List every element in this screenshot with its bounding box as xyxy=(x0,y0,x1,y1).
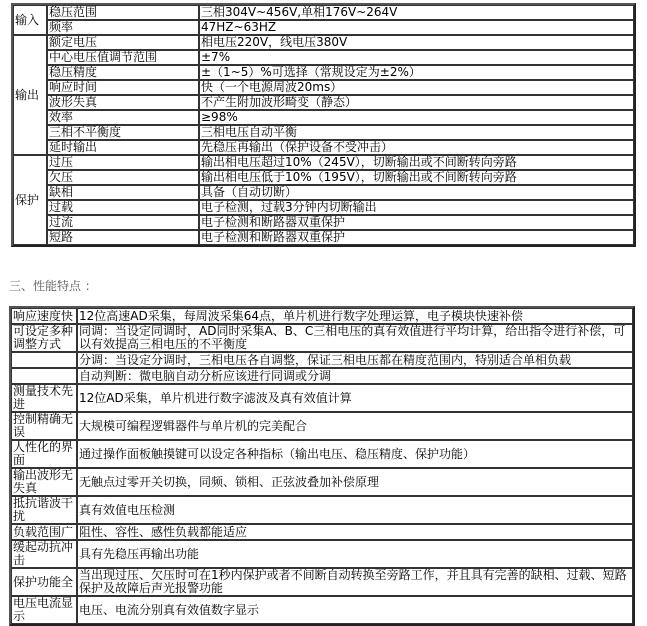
spec-label: 中心电压值调节范围 xyxy=(47,50,199,65)
feature-row xyxy=(11,352,633,368)
performance-table xyxy=(9,306,635,626)
spec-row xyxy=(13,185,634,200)
spec-label: 稳压范围 xyxy=(47,5,199,20)
feature-name: 负载范围广 xyxy=(11,524,77,540)
group-label: 保护 xyxy=(13,155,47,245)
spec-value: 电子检测，过载3分钟内切断输出 xyxy=(199,200,634,215)
feature-description: 无触点过零开关切换，同频、锁相、正弦波叠加补偿原理 xyxy=(77,468,633,496)
spec-row xyxy=(13,35,634,50)
spec-label: 频率 xyxy=(47,20,199,35)
spec-label: 波形失真 xyxy=(47,95,199,110)
feature-description: 阻性、容性、感性负载都能适应 xyxy=(77,524,633,540)
spec-value: ±7% xyxy=(199,50,634,65)
feature-description: 同调：当设定同调时，AD同时采集A、B、C三相电压的真有效值进行平均计算，给出指令进行补偿，可以有效提高三相电压的不平衡度 xyxy=(77,324,633,352)
spec-row xyxy=(13,230,634,245)
spec-value: 输出相电压超过10%（245V），切断输出或不间断转向旁路 xyxy=(199,155,634,170)
spec-value: 不产生附加波形畸变（静态） xyxy=(199,95,634,110)
spec-value: ±（1~5）%可选择（常规设定为±2%） xyxy=(199,65,634,80)
spec-label: 过流 xyxy=(47,215,199,230)
spec-value: 快（一个电源周波20ms） xyxy=(199,80,634,95)
feature-name: 可设定多种调整方式 xyxy=(11,324,77,352)
spec-value: 具备（自动切断） xyxy=(199,185,634,200)
spec-row xyxy=(13,95,634,110)
feature-row xyxy=(11,568,633,596)
spec-label: 欠压 xyxy=(47,170,199,185)
spec-row xyxy=(13,5,634,20)
feature-name: 人性化的界面 xyxy=(11,440,77,468)
spec-label: 稳压精度 xyxy=(47,65,199,80)
spec-value: 电子检测和断路器双重保护 xyxy=(199,230,634,245)
feature-name: 控制精确无误 xyxy=(11,412,77,440)
spec-label: 额定电压 xyxy=(47,35,199,50)
feature-row xyxy=(11,440,633,468)
feature-row xyxy=(11,412,633,440)
spec-row xyxy=(13,200,634,215)
feature-description: 通过操作面板触摸键可以设定各种指标（输出电压、稳压精度、保护功能） xyxy=(77,440,633,468)
feature-description: 当出现过压、欠压时可在1秒内保护或者不间断自动转换至旁路工作，并且具有完善的缺相、过载、短路保护及故障后声光报警功能 xyxy=(77,568,633,596)
feature-description: 自动判断：微电脑自动分析应该进行同调或分调 xyxy=(77,368,633,384)
spec-row xyxy=(13,20,634,35)
feature-description: 12位高速AD采集，每周波采集64点，单片机进行数字处理运算，电子模块快速补偿 xyxy=(77,308,633,324)
feature-name: 电压电流显示 xyxy=(11,596,77,624)
section-heading: 三、性能特点 ： xyxy=(9,279,97,293)
spec-row xyxy=(13,80,634,95)
feature-row xyxy=(11,524,633,540)
feature-description: 12位AD采集，单片机进行数字滤波及真有效值计算 xyxy=(77,384,633,412)
spec-value: ≥98% xyxy=(199,110,634,125)
feature-row xyxy=(11,308,633,324)
feature-name xyxy=(11,368,77,384)
spec-row xyxy=(13,65,634,80)
spec-label: 过载 xyxy=(47,200,199,215)
feature-row xyxy=(11,496,633,524)
spec-value: 三相电压自动平衡 xyxy=(199,125,634,140)
spec-label: 延时输出 xyxy=(47,140,199,155)
spec-label: 响应时间 xyxy=(47,80,199,95)
feature-description: 真有效值电压检测 xyxy=(77,496,633,524)
spec-row xyxy=(13,110,634,125)
feature-row xyxy=(11,468,633,496)
spec-value: 相电压220V，线电压380V xyxy=(199,35,634,50)
spec-table xyxy=(11,3,636,247)
feature-name: 抵抗谐波干扰 xyxy=(11,496,77,524)
feature-name: 响应速度快 xyxy=(11,308,77,324)
group-label: 输入 xyxy=(13,5,47,35)
group-label: 输出 xyxy=(13,35,47,155)
spec-value: 三相304V~456V,单相176V~264V xyxy=(199,5,634,20)
spec-row xyxy=(13,140,634,155)
feature-row xyxy=(11,596,633,624)
spec-value: 输出相电压低于10%（195V），切断输出或不间断转向旁路 xyxy=(199,170,634,185)
spec-label: 过压 xyxy=(47,155,199,170)
spec-label: 三相不平衡度 xyxy=(47,125,199,140)
feature-name: 缓起动抗冲击 xyxy=(11,540,77,568)
spec-label: 效率 xyxy=(47,110,199,125)
spec-value: 电子检测和断路器双重保护 xyxy=(199,215,634,230)
spec-row xyxy=(13,50,634,65)
spec-label: 短路 xyxy=(47,230,199,245)
feature-description: 大规模可编程逻辑器件与单片机的完美配合 xyxy=(77,412,633,440)
feature-row xyxy=(11,368,633,384)
feature-row xyxy=(11,384,633,412)
spec-row xyxy=(13,155,634,170)
feature-description: 电压、电流分别真有效值数字显示 xyxy=(77,596,633,624)
spec-row xyxy=(13,215,634,230)
spec-row xyxy=(13,170,634,185)
feature-name: 测量技术先进 xyxy=(11,384,77,412)
spec-value: 47HZ~63HZ xyxy=(199,20,634,35)
feature-name xyxy=(11,352,77,368)
feature-row xyxy=(11,540,633,568)
spec-label: 缺相 xyxy=(47,185,199,200)
feature-name: 输出波形无失真 xyxy=(11,468,77,496)
feature-row xyxy=(11,324,633,352)
spec-row xyxy=(13,125,634,140)
feature-description: 具有先稳压再输出功能 xyxy=(77,540,633,568)
feature-name: 保护功能全 xyxy=(11,568,77,596)
feature-description: 分调：当设定分调时，三相电压各自调整，保证三相电压都在精度范围内，特别适合单相负载 xyxy=(77,352,633,368)
spec-value: 先稳压再输出（保护设备不受冲击） xyxy=(199,140,634,155)
